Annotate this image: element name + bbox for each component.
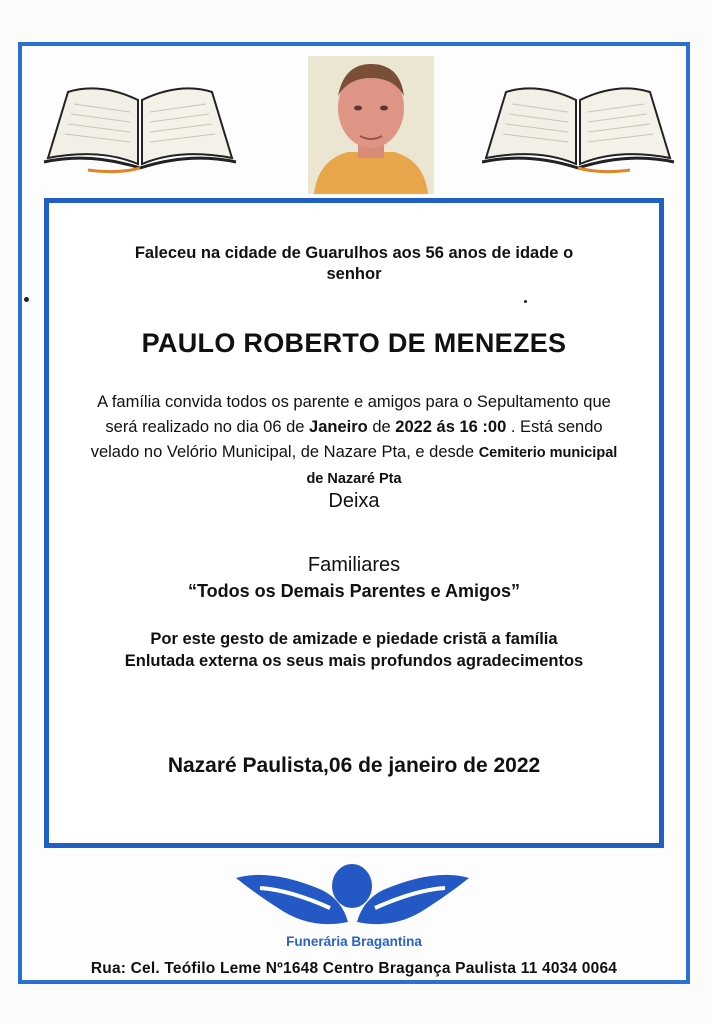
deceased-photo: [308, 56, 434, 194]
scan-speck: [524, 300, 527, 303]
invitation-part-2: de: [367, 418, 396, 436]
invitation-text: [44, 390, 664, 492]
thanks-text: [44, 628, 664, 672]
intro-line-1: Faleceu na cidade de Guarulhos aos 56 anos de idade o: [134, 244, 574, 262]
invitation-part-3: . Está sendo velado no Velório Municipal, de Nazare Pta, e desde: [90, 418, 603, 461]
deceased-name: PAULO ROBERTO DE MENEZES: [141, 328, 567, 358]
deixa-label: Deixa: [328, 490, 380, 512]
dateline: Nazaré Paulista,06 de janeiro de 2022: [167, 754, 541, 777]
invitation-month: Janeiro: [309, 418, 368, 436]
invitation-datetime: 2022 ás 16 :00: [395, 418, 507, 436]
intro-line-2: senhor: [326, 265, 382, 283]
company-name: Funerária Bragantina: [286, 934, 422, 949]
thanks-line-1: Por este gesto de amizade e piedade cristã a família: [150, 630, 558, 648]
scan-speck: [24, 297, 29, 302]
thanks-line-2: Enlutada externa os seus mais profundos agradecimentos: [124, 652, 584, 670]
invitation-cemetery: Cemiterio municipal de Nazaré Pta: [306, 445, 618, 487]
open-bible-icon: [40, 70, 240, 180]
inner-border: [44, 198, 664, 848]
invitation-part-1: A família convida todos os parente e amigos para o Sepultamento que será realizado no dia 06 de: [97, 393, 611, 436]
company-address: Rua: Cel. Teófilo Leme Nº1648 Centro Bragança Paulista 11 4034 0064: [90, 960, 618, 977]
funeraria-logo-icon: [230, 860, 475, 940]
intro-text: [44, 243, 664, 285]
familiares-quote: “Todos os Demais Parentes e Amigos”: [187, 581, 521, 601]
open-bible-icon: [478, 70, 678, 180]
familiares-label: Familiares: [307, 554, 401, 576]
